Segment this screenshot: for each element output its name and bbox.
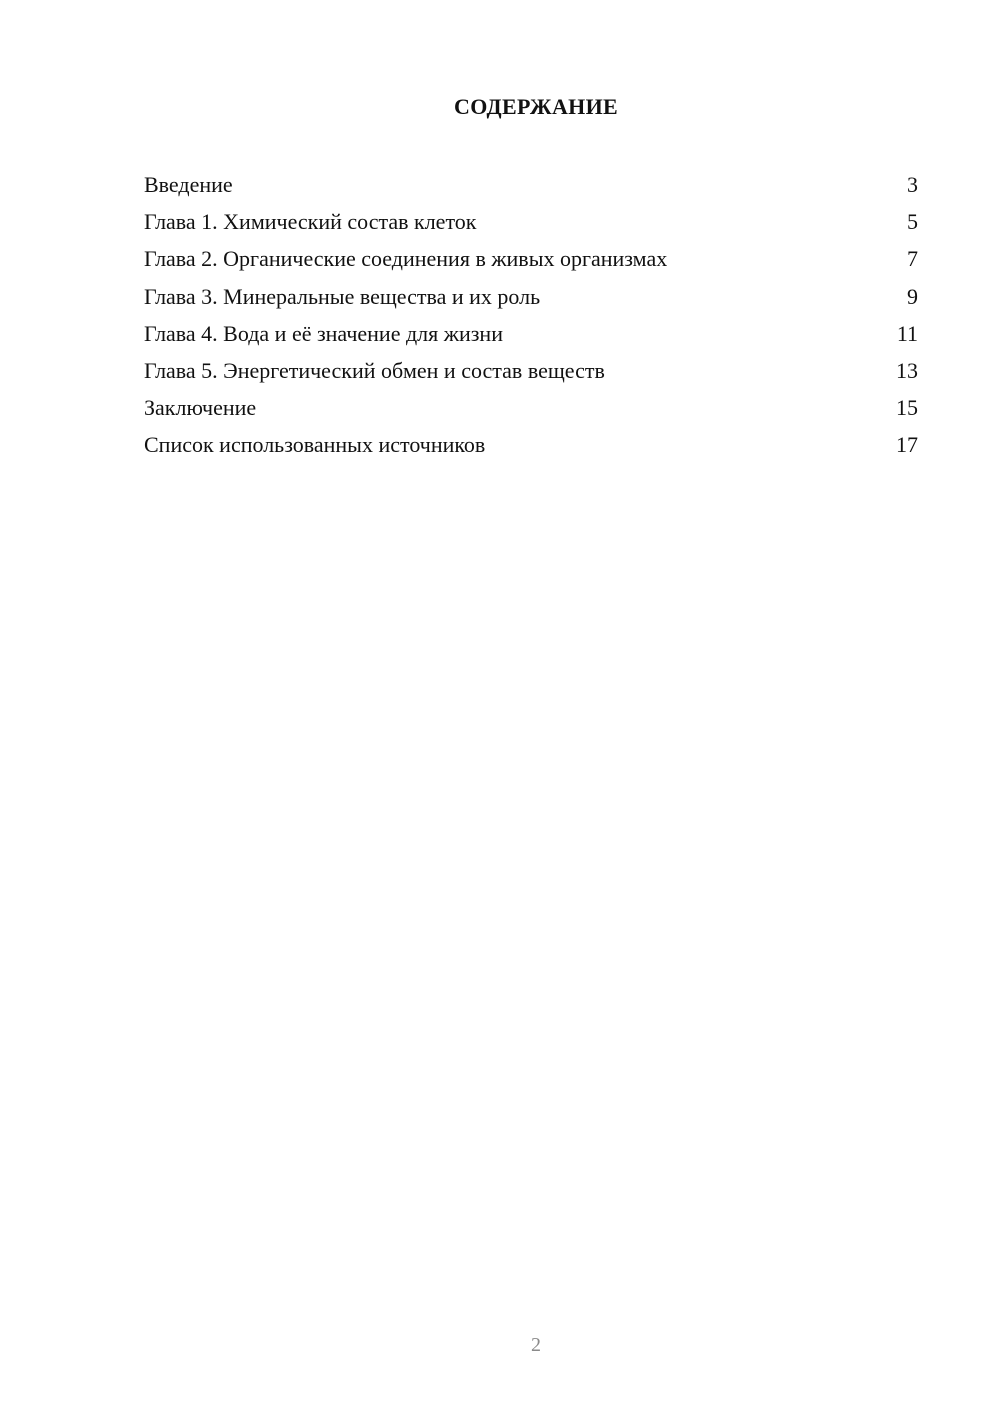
toc-entry-label: Глава 4. Вода и её значение для жизни: [144, 320, 503, 346]
toc-entry-page: 15: [896, 395, 918, 421]
toc-entry-page: 5: [907, 209, 918, 235]
page-title: СОДЕРЖАНИЕ: [454, 94, 618, 119]
toc-entry-page: 13: [896, 357, 918, 383]
toc-entry-label: Заключение: [144, 395, 257, 421]
toc-entry-conclusion[interactable]: [144, 393, 918, 430]
toc-entry-chapter-1[interactable]: [144, 207, 918, 244]
toc-entry-chapter-2[interactable]: [144, 244, 918, 281]
toc-entry-label: Глава 2. Органические соединения в живых организмах: [144, 246, 668, 272]
toc-entry-page: 9: [907, 283, 918, 309]
toc-entry-references[interactable]: [144, 430, 918, 467]
page-number: 2: [531, 1334, 541, 1356]
toc-entry-label: Список использованных источников: [144, 432, 486, 458]
toc-entry-label: Глава 5. Энергетический обмен и состав веществ: [144, 357, 605, 383]
toc-entry-label: Введение: [144, 172, 233, 197]
toc-entry-page: 11: [896, 320, 918, 346]
toc-entry-chapter-5[interactable]: [144, 356, 918, 393]
table-of-contents: [144, 170, 918, 468]
toc-entry-label: Глава 1. Химический состав клеток: [144, 209, 477, 235]
toc-entry-page: 17: [896, 432, 918, 458]
toc-entry-page: 7: [907, 246, 918, 272]
toc-entry-chapter-4[interactable]: [144, 319, 918, 356]
toc-entry-label: Глава 3. Минеральные вещества и их роль: [144, 283, 541, 309]
toc-entry-page: 3: [907, 172, 918, 197]
toc-entry-introduction[interactable]: [144, 170, 918, 207]
toc-entry-chapter-3[interactable]: [144, 282, 918, 319]
